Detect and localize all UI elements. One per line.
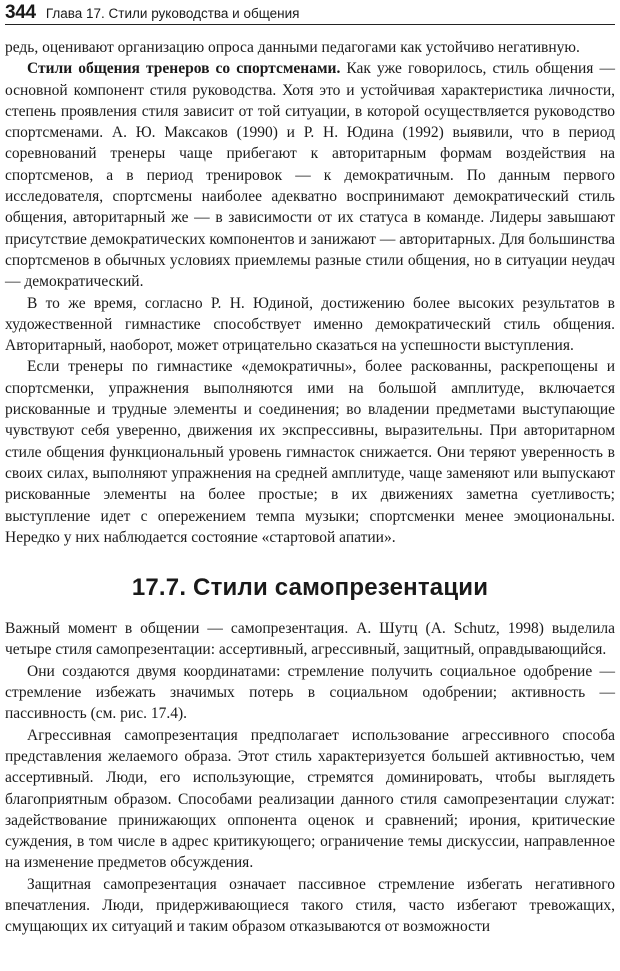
running-head bbox=[5, 2, 615, 25]
chapter-title: Глава 17. Стили руководства и общения bbox=[45, 6, 300, 21]
body-text bbox=[5, 37, 615, 938]
paragraph-text: редь, оценивают организацию опроса данными педагогами как устойчиво негативную. bbox=[5, 39, 580, 56]
paragraph-text: Они создаются двумя координатами: стремление получить социальное одобрение — стремление избежать значимых потерь в социальном одобрении; активность — пассивность (см. рис. 17.4). bbox=[5, 662, 615, 723]
paragraph-text: Если тренеры по гимнастике «демократичны», более раскованны, раскрепощены и спортсменки, упражнения выполняются ими на большой амплитуде, включается рискованные и трудные элементы и соединения; во владении предметами выступающие чувствуют себя уверенно, движения их экспрессивны, выразительны. При авторитарном стиле общения функциональный уровень гимнасток снижается. Они теряют уверенность в своих силах, выполняют упражнения на средней амплитуде, чаще заменяют или выпускают рискованные элементы на более простые; в их движениях заметна суетливость; выступление идет с опережением темпа музыки; спортсменки менее эмоциональны. Нередко у них наблюдается состояние «стартовой апатии». bbox=[5, 358, 615, 546]
paragraph-continuation bbox=[5, 37, 615, 58]
paragraph-coordinates bbox=[5, 661, 615, 725]
paragraph-coach-communication bbox=[5, 58, 615, 292]
paragraph-text: Важный момент в общении — самопрезентация. А. Шутц (A. Schutz, 1998) выделила четыре стиля самопрезентации: ассертивный, агрессивный, защитный, оправдывающийся. bbox=[5, 620, 615, 659]
paragraph-lead-heading: Стили общения тренеров со спортсменами. bbox=[27, 60, 341, 78]
paragraph-text: Агрессивная самопрезентация предполагает использование агрессивного способа представления желаемого образа. Этот стиль характеризуется большей активностью, чем ассертивный. Люди, его использующие, стремятся доминировать, чтобы выглядеть благоприятным образом. Способами реализации данного стиля самопрезентации служат: задействование принижающих оппонента оценок и сравнений; ирония, критические суждения, в том числе в адрес критикующего; ограничение темы дискуссии, направленное на изменение предметов обсуждения. bbox=[5, 726, 615, 872]
section-heading: 17.7. Стили самопрезентации bbox=[131, 574, 489, 602]
paragraph-aggressive bbox=[5, 725, 615, 874]
paragraph-gymnastics bbox=[5, 356, 615, 548]
paragraph-text: Защитная самопрезентация означает пассивное стремление избегать негативного впечатления. Люди, придерживающиеся такого стиля, часто избегают тревожащих, смущающих их ситуаций и таким образом отказываются от возможности bbox=[5, 875, 615, 936]
paragraph-yudina bbox=[5, 293, 615, 357]
page-number: 344 bbox=[5, 2, 36, 23]
paragraph-self-presentation-intro bbox=[5, 618, 615, 661]
paragraph-defensive bbox=[5, 874, 615, 938]
paragraph-text: В то же время, согласно Р. Н. Юдиной, достижению более высоких результатов в художественной гимнастике способствует именно демократический стиль общения. Авторитарный, наоборот, может отрицательно сказаться на успешности выступления. bbox=[5, 294, 615, 355]
paragraph-text: Как уже говорилось, стиль общения — основной компонент стиля руководства. Хотя это и устойчивая характеристика личности, степень проявления стиля зависит от той ситуации, в которой осуществляется руководство спортсменами. А. Ю. Максаков (1990) и Р. Н. Юдина (1992) выявили, что в период соревнований тренеры чаще прибегают к авторитарным формам воздействия на спортсменов, а в период тренировок — к демократичным. По данным первого исследователя, спортсмены наиболее адекватно воспринимают демократический стиль общения, авторитарный же — в зависимости от их статуса в команде. Лидеры завышают присутствие демократических компонентов и занижают — авторитарных. Для большинства спортсменов в обычных условиях приемлемы разные стили общения, но в ситуации неудач — демократический. bbox=[5, 60, 615, 291]
